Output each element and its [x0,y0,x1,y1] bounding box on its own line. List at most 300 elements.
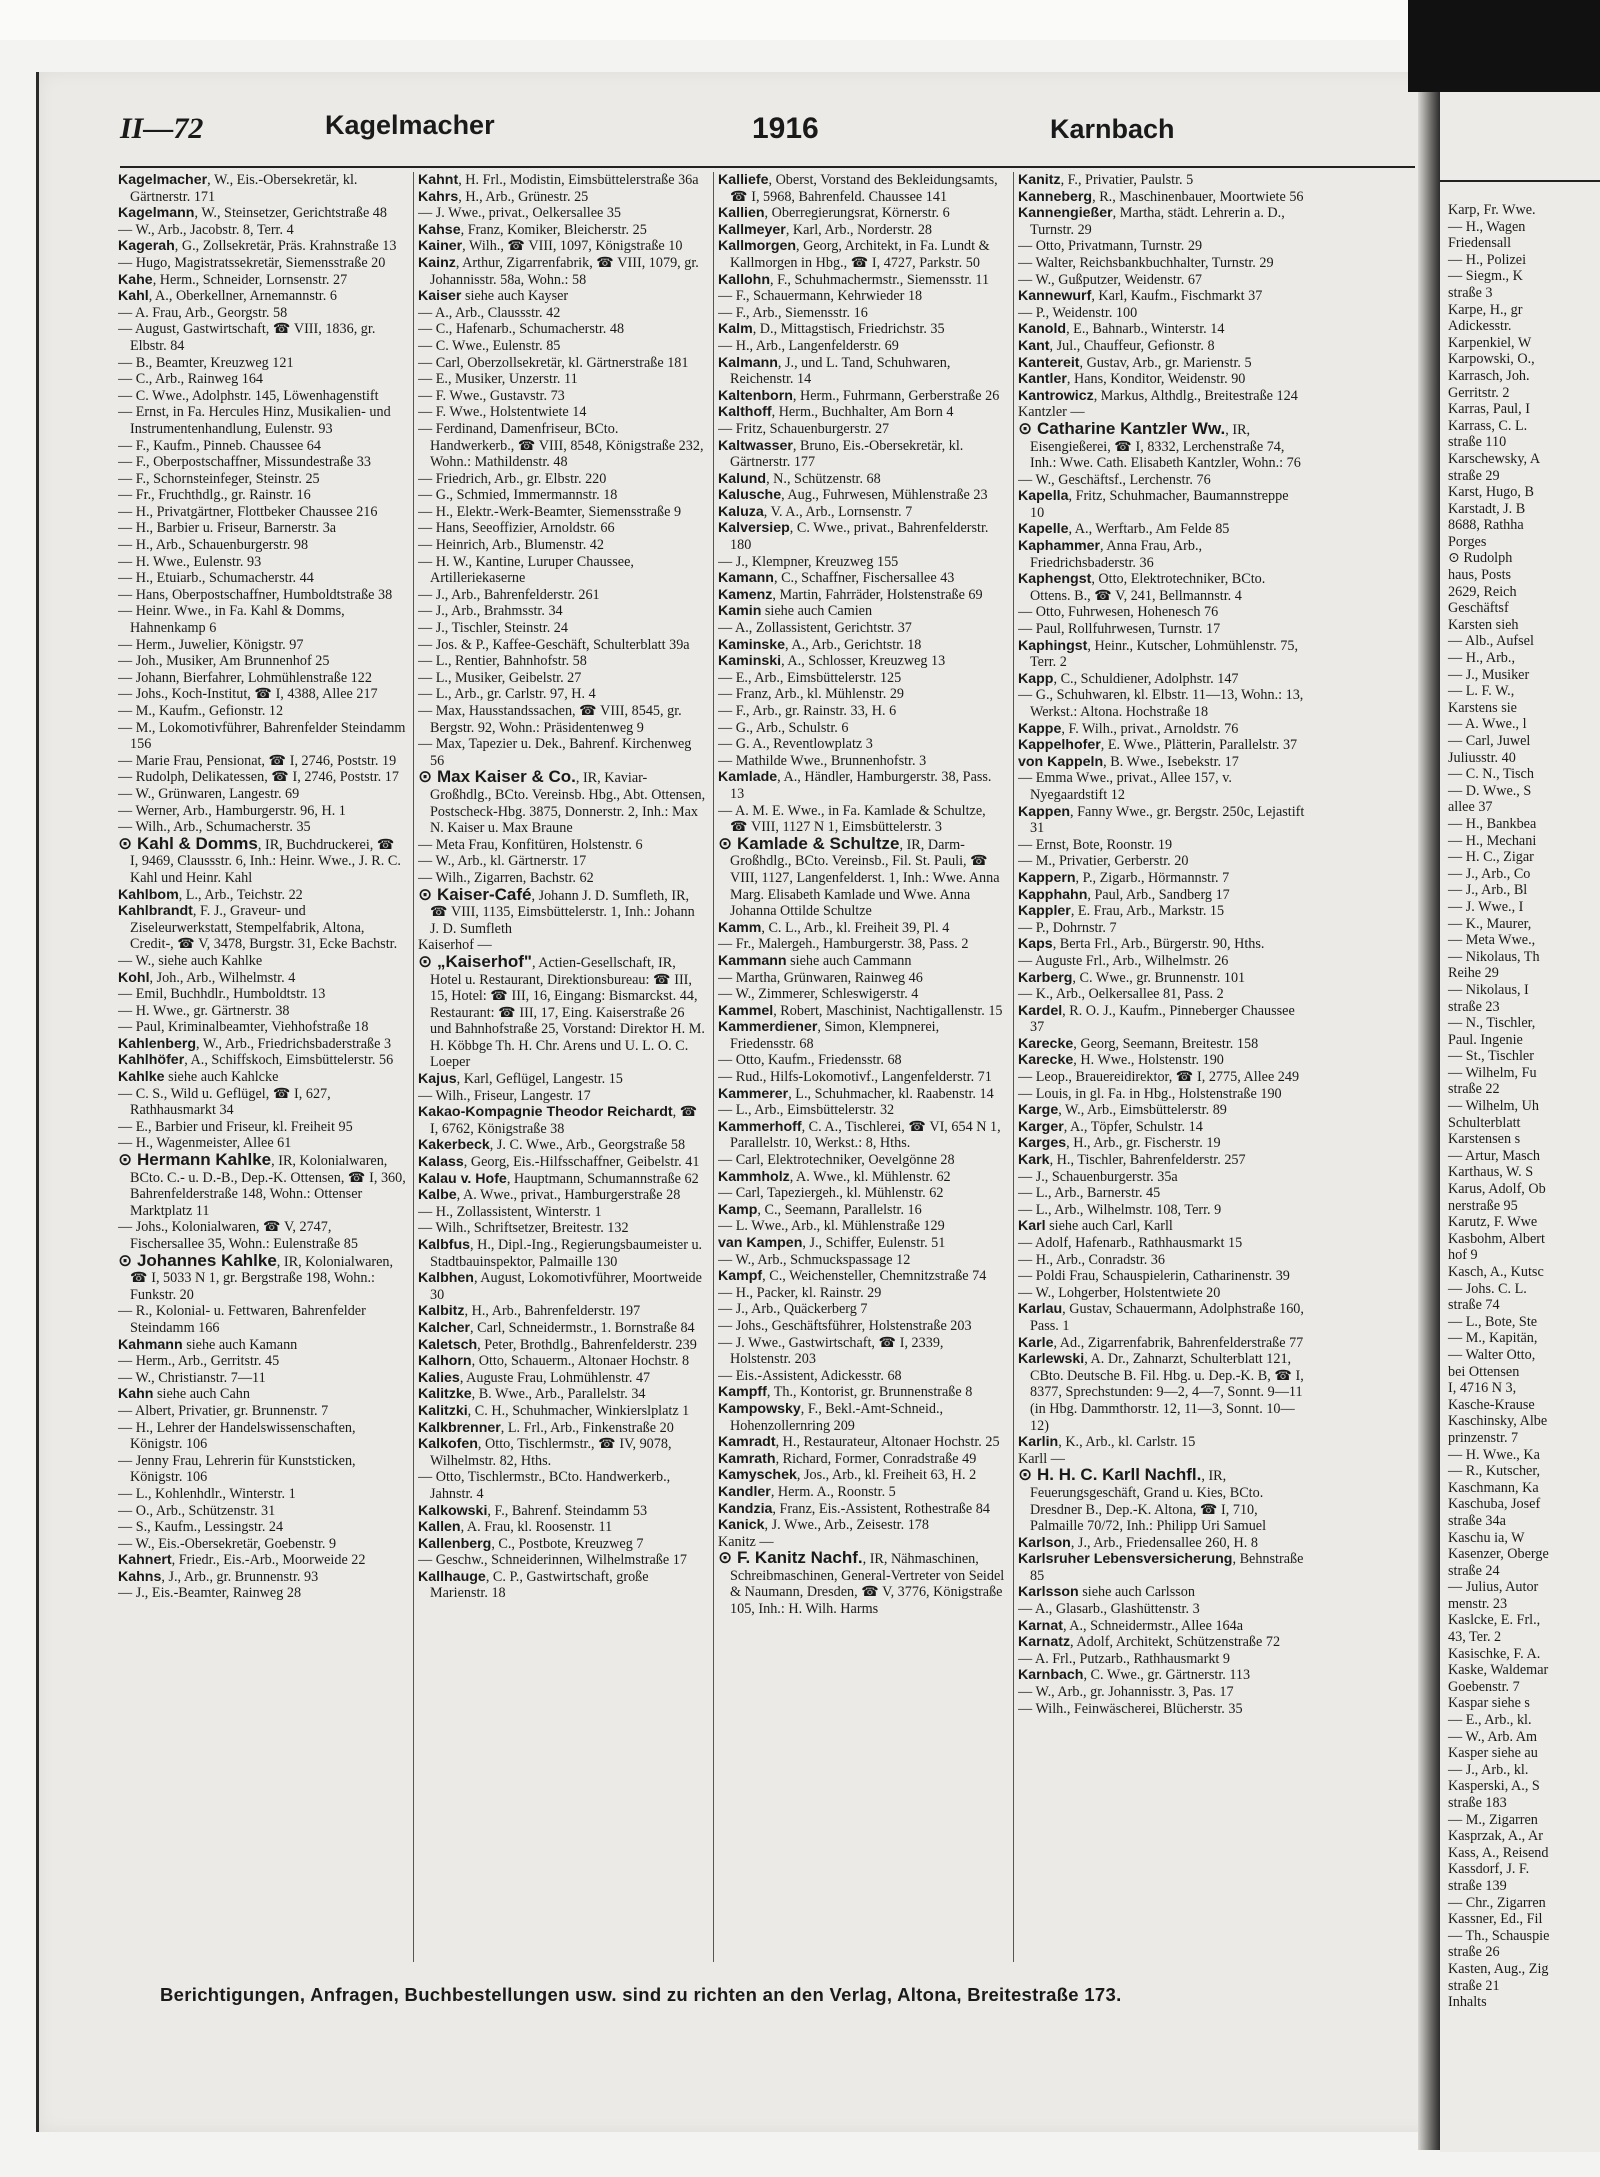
directory-entry: — J., Arb., Bahrenfelderstr. 261 [418,586,600,603]
facing-page-line: — J., Arb., Bl [1448,882,1528,899]
directory-entry: — F., Arb., gr. Rainstr. 33, H. 6 [718,703,897,719]
facing-page-line: straße 34a [1448,1512,1506,1529]
facing-page-line: straße 139 [1448,1877,1507,1894]
facing-page-line: straße 21 [1448,1977,1500,1994]
facing-page-line: — R., Kutscher, [1448,1463,1541,1480]
directory-entry: Kainer, Wilh., ☎ VIII, 1097, Königstraße 10 [418,238,683,255]
directory-entry: Kantler, Hans, Konditor, Weidenstr. 90 [1018,371,1246,388]
facing-page-line: Inhalts [1448,1994,1487,2011]
directory-entry: — Ernst, in Fa. Hercules Hinz, Musikalien- und Instrumentenhandlung, Eulenstr. 93 [118,404,391,437]
directory-entry: Karnatz, Adolf, Architekt, Schützenstraße 72 [1018,1634,1281,1651]
directory-entry: — H., Arb., Schauenburgerstr. 98 [118,537,309,554]
directory-entry: Kahnt, H. Frl., Modistin, Eimsbüttelerstraße 36a [418,172,699,188]
facing-page-line: Karrass, C. L. [1448,417,1528,434]
directory-entry: Kahnert, Friedr., Eis.-Arb., Moorweide 22 [118,1552,366,1569]
directory-entry: — J., Eis.-Beamter, Rainweg 28 [118,1585,302,1602]
facing-page-line: — H. C., Zigar [1448,849,1534,866]
facing-page-line: 2629, Reich [1448,583,1517,600]
facing-page-line: Karpowski, O., [1448,351,1535,368]
directory-entry: Kallenberg, C., Postbote, Kreuzweg 7 [418,1535,644,1552]
directory-entry: — W., Lohgerber, Holstentwiete 20 [1018,1284,1221,1301]
directory-entry: — W., Arb., Schmuckspassage 12 [718,1251,911,1268]
directory-entry: ⊙ F. Kanitz Nachf., IR, Nähmaschinen, Schreibmaschinen, General-Vertreter von Seidel & Naumann, Dresden, ☎ V, 3776, Königstraße 105, Inh.: H. Wilh. Harms [718,1548,1005,1618]
directory-entry: Kahn siehe auch Cahn [118,1386,250,1403]
directory-entry: — Hans, Oberpostschaffner, Humboldtstraße 38 [118,586,393,603]
directory-entry: — H., Zollassistent, Winterstr. 1 [418,1203,602,1220]
facing-page-line: — Johs. C. L. [1448,1280,1527,1297]
facing-page-line: — Meta Wwe., [1448,932,1536,949]
directory-entry: — Herm., Juwelier, Königstr. 97 [118,636,304,653]
directory-entry: — Johs., Kolonialwaren, ☎ V, 2747, Fischersallee 35, Wohn.: Eulenstraße 85 [118,1219,358,1252]
facing-page-line: — H., Polizei [1448,251,1527,268]
facing-page-line: — Alb., Aufsel [1448,633,1534,650]
directory-entry: Kardel, R. O. J., Kaufm., Pinneberger Chaussee 37 [1018,1002,1295,1036]
facing-page-line: ⊙ Rudolph [1448,550,1513,567]
directory-entry: — Joh., Musiker, Am Brunnenhof 25 [118,653,330,670]
facing-page-rule [1440,180,1600,182]
facing-page-line: Kasbohm, Albert [1448,1230,1545,1247]
facing-page-line: Karschewsky, A [1448,450,1541,467]
directory-entry: Kantrowicz, Markus, Althdlg., Breitestraße 124 [1018,387,1298,404]
facing-page-line: — D. Wwe., S [1448,782,1532,799]
directory-entry: — L., Arb., Barnerstr. 45 [1018,1185,1161,1202]
directory-entry: — Wilh., Feinwäscherei, Blücherstr. 35 [1018,1700,1243,1717]
directory-entry: — Jos. & P., Kaffee-Geschäft, Schulterblatt 39a [418,636,690,653]
facing-page-line: — Wilhelm, Fu [1448,1064,1537,1081]
directory-entry: Karl siehe auch Carl, Karll [1018,1218,1173,1235]
directory-entry: ⊙ Kamlade & Schultze, IR, Darm-Großhdlg., BCto. Vereinsb., Fil. St. Pauli, ☎ VIII, 1127, Langenfelderst. 1, Inh.: Wwe. Anna Marg. Elisabeth Kamlade und Wwe. Anna Johanna Ottilde Schultze [718,833,1000,920]
directory-entry: — J., Schauenburgerstr. 35a [1018,1168,1178,1185]
directory-entry: — C., Hafenarb., Schumacherstr. 48 [418,321,625,338]
page-header [120,104,1420,164]
facing-page-line: Paul. Ingenie [1448,1031,1523,1048]
directory-entry: Kalass, Georg, Eis.-Hilfsschaffner, Geibelstr. 41 [418,1154,700,1171]
directory-entry: Kapphahn, Paul, Arb., Sandberg 17 [1018,886,1230,903]
directory-entry: — J., Tischler, Steinstr. 24 [418,620,568,637]
directory-entry: Kainz, Arthur, Zigarrenfabrik, ☎ VIII, 1079, gr. Johannisstr. 58a, Wohn.: 58 [418,254,699,288]
directory-entry: Karges, H., Arb., gr. Fischerstr. 19 [1018,1135,1221,1152]
directory-entry: Kamyschek, Jos., Arb., kl. Freiheit 63, H. 2 [718,1467,977,1484]
facing-page-column [1448,202,1600,2011]
facing-page-line: — Nikolaus, Th [1448,948,1540,965]
directory-entry: Kanitz, F., Privatier, Paulstr. 5 [1018,172,1194,188]
directory-entry: Kalthoff, Herm., Buchhalter, Am Born 4 [718,404,954,421]
facing-page-line: — J., Musiker [1448,666,1530,683]
directory-entry: Kamp, C., Seemann, Parallelstr. 16 [718,1201,922,1218]
directory-entry: Kandzia, Franz, Eis.-Assistent, Rothestraße 84 [718,1500,990,1517]
directory-entry: — A. Frau, Arb., Georgstr. 58 [118,304,288,321]
directory-entry: — Walter, Reichsbankbuchhalter, Turnstr. 29 [1018,254,1274,271]
directory-entry: Kaminski, A., Schlosser, Kreuzweg 13 [718,653,946,670]
directory-entry: — Hans, Seeoffizier, Arnoldstr. 66 [418,520,615,537]
facing-page-line: straße 22 [1448,1081,1500,1098]
directory-entry: Kakao-Kompagnie Theodor Reichardt, ☎ I, 6762, Königstraße 38 [418,1104,698,1137]
directory-entry: Karlewski, A. Dr., Zahnarzt, Schulterblatt 121, CBto. Deutsche B. Fil. Hbg. u. Dep.-K. B, ☎ I, 8377, Sprechstunden: 9—2, 4—7, Sonnt. 9—11 (in Hbg. Dammthorstr. 12, 11—3, Sonnt. 10—12) [1018,1351,1304,1434]
facing-page-line: — Wilhelm, Uh [1448,1098,1539,1115]
facing-page-line: Kassdorf, J. F. [1448,1861,1530,1878]
directory-entry: Karll — [1018,1450,1065,1467]
page-number: II—72 [120,112,204,145]
directory-entry: — M., Privatier, Gerberstr. 20 [1018,853,1189,870]
directory-entry: — H., Privatgärtner, Flottbeker Chaussee 216 [118,503,378,520]
directory-column-2 [418,172,706,1962]
facing-page-line: — Th., Schauspie [1448,1927,1550,1944]
directory-entry: — L., Rentier, Bahnhofstr. 58 [418,653,587,670]
header-left-keyword: Kagelmacher [325,110,495,140]
directory-entry: Kalcher, Carl, Schneidermstr., 1. Bornstraße 84 [418,1319,695,1336]
directory-entry: Kalkbrenner, L. Frl., Arb., Finkenstraße 20 [418,1419,674,1436]
facing-page-line: straße 23 [1448,998,1500,1015]
directory-entry: Kalitzki, C. H., Schuhmacher, Winkierslplatz 1 [418,1402,690,1419]
column-divider [413,172,414,1962]
directory-entry: — Auguste Frl., Arb., Wilhelmstr. 26 [1018,952,1229,969]
directory-entry: Kampf, C., Weichensteller, Chemnitzstraße 74 [718,1268,987,1285]
directory-entry: — H., Elektr.-Werk-Beamter, Siemensstraße 9 [418,503,682,520]
facing-page-line: Kaschmann, Ka [1448,1479,1539,1496]
directory-entry: — W., Zimmerer, Schleswigerstr. 4 [718,986,919,1003]
directory-entry: — G., Schmied, Immermannstr. 18 [418,487,618,504]
facing-page-line: — Chr., Zigarren [1448,1894,1546,1911]
directory-entry: Kaphingst, Heinr., Kutscher, Lohmühlenstr. 75, Terr. 2 [1018,637,1298,671]
facing-page-line: — H., Bankbea [1448,815,1537,832]
directory-entry: Kalkowski, F., Bahrenf. Steindamm 53 [418,1502,648,1519]
directory-entry: Kanitz — [718,1533,774,1550]
directory-entry: — Paul, Kriminalbeamter, Viehhofstraße 18 [118,1019,369,1036]
facing-page-line: Kasperski, A., S [1448,1778,1540,1795]
facing-page-line: bei Ottensen [1448,1363,1520,1380]
directory-entry: Kanneberg, R., Maschinenbauer, Moortwiete 56 [1018,188,1304,205]
directory-entry: Karecke, Georg, Seemann, Breitestr. 158 [1018,1035,1259,1052]
directory-entry: Kalau v. Hofe, Hauptmann, Schumannstraße 62 [418,1170,699,1187]
directory-entry: — Eis.-Assistent, Adickesstr. 68 [718,1367,902,1384]
directory-entry: Kalbitz, H., Arb., Bahrenfelderstr. 197 [418,1303,641,1320]
facing-page-line: Karstens sie [1448,699,1517,716]
directory-entry: von Kappeln, B. Wwe., Isebekstr. 17 [1018,753,1239,770]
facing-page-line: Goebenstr. 7 [1448,1678,1520,1695]
directory-entry: Kamin siehe auch Camien [718,603,873,620]
directory-entry: Kammerdiener, Simon, Klempnerei, Friedensstr. 68 [718,1019,940,1052]
directory-entry: — W., Geschäftsf., Lerchenstr. 76 [1018,471,1211,488]
directory-entry: — Wilh., Zigarren, Bachstr. 62 [418,869,594,886]
directory-entry: — H., Arb., Langenfelderstr. 69 [718,337,899,354]
directory-entry: Kappen, Fanny Wwe., gr. Bergstr. 250c, Lejastift 31 [1018,803,1305,837]
facing-page-line: Kass, A., Reisend [1448,1844,1549,1861]
directory-entry: — Johann, Bierfahrer, Lohmühlenstraße 122 [118,669,372,686]
directory-entry: — Fr., Malergeh., Hamburgerstr. 38, Pass. 2 [718,936,969,953]
directory-entry: Karge, W., Arb., Eimsbüttelerstr. 89 [1018,1102,1227,1119]
directory-entry: Kappern, P., Zigarb., Hörmannstr. 7 [1018,869,1230,886]
directory-entry: — Martha, Grünwaren, Rainweg 46 [718,969,923,986]
directory-entry: — Friedrich, Arb., gr. Elbstr. 220 [418,470,607,487]
directory-entry: — Herm., Arb., Gerritstr. 45 [118,1353,280,1370]
directory-entry: — L., Musiker, Geibelstr. 27 [418,669,582,686]
directory-entry: Kalbfus, H., Dipl.-Ing., Regierungsbaumeister u. Stadtbauinspektor, Palmaille 130 [418,1237,703,1270]
directory-entry: Kagerah, G., Zollsekretär, Präs. Krahnstraße 13 [118,238,397,255]
directory-entry: Kaiser siehe auch Kayser [418,288,569,305]
directory-entry: — Jenny Frau, Lehrerin für Kunststicken, Königstr. 106 [118,1452,356,1486]
facing-page-line: Karsten sieh [1448,616,1519,633]
facing-page-line: Karpe, H., gr [1448,301,1523,318]
directory-entry: Kapella, Fritz, Schuhmacher, Baumannstreppe 10 [1018,488,1289,521]
directory-entry: — M., Kaufm., Gefionstr. 12 [118,703,284,719]
facing-page-line: — C. N., Tisch [1448,766,1534,783]
directory-entry: Karberg, C. Wwe., gr. Brunnenstr. 101 [1018,969,1246,986]
directory-entry: Kampff, Th., Kontorist, gr. Brunnenstraße 8 [718,1384,973,1401]
facing-page-line: Friedensall [1448,235,1512,252]
facing-page-line: Geschäftsf [1448,600,1509,617]
directory-entry: Kapelle, A., Werftarb., Am Felde 85 [1018,521,1230,538]
directory-entry: Kalusche, Aug., Fuhrwesen, Mühlenstraße 23 [718,487,988,504]
facing-page-line: — K., Maurer, [1448,915,1532,932]
directory-entry: — L. Wwe., Arb., kl. Mühlenstraße 129 [718,1218,945,1235]
facing-page-line: Kasper siehe au [1448,1745,1538,1762]
directory-entry: — W., Arb., Jacobstr. 8, Terr. 4 [118,221,294,238]
directory-entry: Kagelmacher, W., Eis.-Obersekretär, kl. Gärtnerstr. 171 [118,172,358,205]
directory-entry: Kamm, C. L., Arb., kl. Freiheit 39, Pl. 4 [718,919,950,936]
directory-entry: — C. S., Wild u. Geflügel, ☎ I, 627, Rathhausmarkt 34 [118,1085,331,1119]
directory-entry: — Meta Frau, Konfitüren, Holstenstr. 6 [418,836,643,853]
directory-entry: — M., Lokomotivführer, Bahrenfelder Steindamm 156 [118,719,406,753]
facing-page-line: Kasprzak, A., Ar [1448,1828,1543,1845]
facing-page-line: — Siegm., K [1448,268,1523,285]
directory-entry: — Mathilde Wwe., Brunnenhofstr. 3 [718,752,927,769]
directory-entry: ⊙ Kaiser-Café, Johann J. D. Sumfleth, IR, ☎ VIII, 1135, Eimsbüttelerstr. 1, Inh.: Johann J. D. Sumfleth [418,884,695,937]
facing-page-line: 8688, Rathha [1448,517,1524,534]
facing-page-line: — Artur, Masch [1448,1147,1541,1164]
directory-entry: Kanick, J. Wwe., Arb., Zeisestr. 178 [718,1517,929,1534]
facing-page-line: Karutz, F. Wwe [1448,1214,1538,1231]
directory-entry: — J. Wwe., Gastwirtschaft, ☎ I, 2339, Holstenstr. 203 [718,1334,944,1368]
directory-entry: — A. Frl., Putzarb., Rathhausmarkt 9 [1018,1650,1231,1667]
directory-entry: Karecke, H. Wwe., Holstenstr. 190 [1018,1052,1224,1069]
directory-entry: Kamenz, Martin, Fahrräder, Holstenstraße 69 [718,586,983,603]
facing-page-line: — H. Wwe., Ka [1448,1446,1540,1463]
directory-entry: — C. Wwe., Adolphstr. 145, Löwenhagenstift [118,387,379,404]
directory-entry: Kalkofen, Otto, Tischlermstr., ☎ IV, 9078, Wilhelmstr. 82, Hths. [418,1436,672,1469]
directory-entry: — H., Arb., Conradstr. 36 [1018,1251,1165,1268]
directory-entry: Kamradt, H., Restaurateur, Altonaer Hochstr. 25 [718,1434,1000,1451]
directory-entry: ⊙ Johannes Kahlke, IR, Kolonialwaren, ☎ I, 5033 N 1, gr. Bergstraße 198, Wohn.: Funkstr. 20 [118,1250,394,1303]
directory-entry: Kahlenberg, W., Arb., Friedrichsbaderstraße 3 [118,1035,392,1052]
directory-entry: Kanold, E., Bahnarb., Winterstr. 14 [1018,321,1225,338]
directory-entry: — Carl, Elektrotechniker, Oevelgönne 28 [718,1152,955,1169]
directory-entry: — F., Oberpostschaffner, Missundestraße 33 [118,454,371,471]
facing-page-line: — H., Wagen [1448,218,1526,235]
directory-entry: Kant, Jul., Chauffeur, Gefionstr. 8 [1018,337,1215,354]
facing-page-line: straße 74 [1448,1297,1500,1314]
directory-entry: — C. Wwe., Eulenstr. 85 [418,337,561,354]
directory-entry: — H. Wwe., gr. Gärtnerstr. 38 [118,1002,290,1019]
facing-page-line: Kaspar siehe s [1448,1695,1530,1712]
directory-entry: — Carl, Tapeziergeh., kl. Mühlenstr. 62 [718,1185,944,1202]
facing-page-line: hof 9 [1448,1247,1478,1264]
facing-page-line: — Walter Otto, [1448,1346,1536,1363]
directory-entry: Kallmorgen, Georg, Architekt, in Fa. Lundt & Kallmorgen in Hbg., ☎ I, 4727, Parkstr. 50 [718,238,990,271]
directory-entry: ⊙ Catharine Kantzler Ww., IR, Eisengießerei, ☎ I, 8332, Lerchenstraße 74, Inh.: Wwe. Cath. Elisabeth Kantzler, Wohn.: 76 [1018,418,1301,472]
directory-entry: Kahse, Franz, Komiker, Bleicherstr. 25 [418,221,647,238]
header-right-keyword: Karnbach [1050,114,1175,144]
directory-entry: Kaletsch, Peter, Brothdlg., Bahrenfelderstr. 239 [418,1336,697,1353]
directory-entry: — F., Schauermann, Kehrwieder 18 [718,288,923,305]
directory-entry: Kalund, N., Schützenstr. 68 [718,470,881,487]
directory-entry: — W., Arb., kl. Gärtnerstr. 17 [418,853,587,870]
directory-entry: — L., Kohlenhdlr., Winterstr. 1 [118,1485,296,1502]
directory-entry: — Otto, Kaufm., Friedensstr. 68 [718,1052,902,1069]
directory-entry: Karnat, A., Schneidermstr., Allee 164a [1018,1617,1244,1634]
directory-entry: Kappe, F. Wilh., privat., Arnoldstr. 76 [1018,720,1239,737]
facing-page-line: prinzenstr. 7 [1448,1429,1519,1446]
directory-entry: Kaiserhof — [418,937,492,954]
directory-entry: — Albert, Privatier, gr. Brunnenstr. 7 [118,1402,329,1419]
facing-page-line: — J. Wwe., I [1448,898,1524,915]
facing-page-line: straße 3 [1448,284,1493,301]
directory-entry: Kamrath, Richard, Former, Conradstraße 49 [718,1450,977,1467]
facing-page-line: — Nikolaus, I [1448,981,1529,998]
directory-entry: Karle, Ad., Zigarrenfabrik, Bahrenfelderstraße 77 [1018,1334,1304,1351]
facing-page-line: allee 37 [1448,799,1493,816]
directory-entry: Kaltwasser, Bruno, Eis.-Obersekretär, kl. Gärtnerstr. 177 [718,437,964,471]
directory-entry: Kahmann siehe auch Kamann [118,1336,298,1353]
directory-entry: — Adolf, Hafenarb., Rathhausmarkt 15 [1018,1235,1243,1251]
scan-margin [0,0,1600,40]
directory-entry: Kalhorn, Otto, Schauerm., Altonaer Hochstr. 8 [418,1353,690,1370]
facing-page-line: menstr. 23 [1448,1595,1508,1612]
directory-entry: Kaphengst, Otto, Elektrotechniker, BCto. Ottens. B., ☎ V, 241, Bellmannstr. 4 [1018,571,1266,604]
publisher-notice: Berichtigungen, Anfragen, Buchbestellungen usw. sind zu richten an den Verlag, Altona, Breitestraße 173. [160,1984,1122,2005]
directory-entry: — W., Eis.-Obersekretär, Goebenstr. 9 [118,1535,337,1552]
directory-entry: Kallen, A. Frau, kl. Roosenstr. 11 [418,1519,613,1536]
facing-page-line: — Carl, Juwel [1448,733,1531,749]
directory-entry: Kannengießer, Martha, städt. Lehrerin a. D., Turnstr. 29 [1018,205,1285,238]
directory-column-1 [118,172,406,1962]
directory-entry: Kalmann, J., und L. Tand, Schuhwaren, Reichenstr. 14 [718,354,951,388]
directory-entry: Kahe, Herm., Schneider, Lornsenstr. 27 [118,271,348,288]
directory-entry: — K., Arb., Oelkersallee 81, Pass. 2 [1018,986,1224,1003]
directory-entry: Kammann siehe auch Cammann [718,952,912,969]
directory-entry: — Wilh., Schriftsetzer, Breitestr. 132 [418,1220,629,1237]
directory-entry: Karlson, J., Arb., Friedensallee 260, H. 8 [1018,1534,1258,1551]
directory-entry: — Ernst, Bote, Roonstr. 19 [1018,836,1173,853]
facing-page-line: Kaske, Waldemar [1448,1662,1549,1679]
directory-entry: — August, Gastwirtschaft, ☎ VIII, 1836, gr. Elbstr. 84 [118,321,376,354]
directory-entry: Kampowsky, F., Bekl.-Amt-Schneid., Hohenzollernring 209 [718,1400,944,1434]
directory-entry: — J. Wwe., privat., Oelkersallee 35 [418,205,622,222]
directory-entry: — A., Glasarb., Glashüttenstr. 3 [1018,1601,1200,1618]
directory-entry: Kahns, J., Arb., gr. Brunnenstr. 93 [118,1568,319,1585]
directory-entry: — B., Beamter, Kreuzweg 121 [118,354,294,371]
facing-page-line: — H., Mechani [1448,832,1537,849]
directory-entry: — Rudolph, Delikatessen, ☎ I, 2746, Poststr. 17 [118,769,399,786]
directory-entry: — Hugo, Magistratssekretär, Siemensstraße 20 [118,254,386,271]
directory-entry: — Wilh., Arb., Schumacherstr. 35 [118,819,311,836]
directory-entry: — Carl, Oberzollsekretär, kl. Gärtnerstraße 181 [418,354,689,371]
directory-entry: — Geschw., Schneiderinnen, Wilhelmstraße 17 [418,1552,687,1569]
directory-entry: Kohl, Joh., Arb., Wilhelmstr. 4 [118,969,296,986]
directory-entry: Kammel, Robert, Maschinist, Nachtigallenstr. 15 [718,1002,1003,1019]
facing-page-line: Kasenzer, Oberge [1448,1546,1549,1563]
directory-entry: van Kampen, J., Schiffer, Eulenstr. 51 [718,1235,946,1251]
directory-entry: Kahlhöfer, A., Schiffskoch, Eimsbüttelerstr. 56 [118,1052,394,1069]
facing-page-line: Kasischke, F. A. [1448,1645,1541,1662]
facing-page-line: Kaslcke, E. Frl., [1448,1612,1541,1629]
facing-page-line: Kaschu ia, W [1448,1529,1525,1546]
facing-page-line: — L. F. W., [1448,683,1515,700]
facing-page-line: Karras, Paul, I [1448,401,1530,418]
directory-entry: — G., Arb., Schulstr. 6 [718,719,849,736]
facing-page-line: Adickesstr. [1448,318,1512,335]
directory-entry: Kallien, Oberregierungsrat, Körnerstr. 6 [718,205,950,222]
directory-entry: — R., Kolonial- u. Fettwaren, Bahrenfelder Steindamm 166 [118,1303,366,1336]
directory-entry: — H., Wagenmeister, Allee 61 [118,1135,292,1152]
directory-entry: — F., Schornsteinfeger, Steinstr. 25 [118,470,320,487]
directory-entry: — P., Weidenstr. 100 [1018,304,1138,321]
directory-entry: — E., Barbier und Friseur, kl. Freiheit 95 [118,1118,353,1135]
directory-entry: — P., Dohrnstr. 7 [1018,919,1117,936]
directory-entry: — Max, Tapezier u. Dek., Bahrenf. Kirchenweg 56 [418,736,692,769]
directory-entry: Kagelmann, W., Steinsetzer, Gerichtstraße 48 [118,205,387,222]
directory-entry: Kalies, Auguste Frau, Lohmühlenstr. 47 [418,1369,651,1386]
directory-entry: Kammholz, A. Wwe., kl. Mühlenstr. 62 [718,1168,951,1185]
directory-entry: — Fritz, Schauenburgerstr. 27 [718,420,890,437]
directory-entry: — L., Arb., Eimsbüttelerstr. 32 [718,1102,895,1119]
directory-entry: Kalm, D., Mittagstisch, Friedrichstr. 35 [718,321,945,338]
facing-page-line: straße 183 [1448,1795,1507,1811]
directory-entry: Kandler, Herm. A., Roonstr. 5 [718,1483,896,1500]
facing-page-line: I, 4716 N 3, [1448,1380,1517,1397]
facing-page-line: — J., Arb., Co [1448,865,1531,882]
directory-entry: Kaminske, A., Arb., Gerichtstr. 18 [718,636,922,653]
directory-entry: — W., Arb., gr. Johannisstr. 3, Pas. 17 [1018,1684,1234,1701]
header-year: 1916 [752,112,819,145]
book-gutter [1418,60,1440,2150]
facing-page-line: Porges [1448,533,1487,550]
directory-entry: Kannewurf, Karl, Kaufm., Fischmarkt 37 [1018,288,1263,305]
directory-entry: — F., Arb., Siemensstr. 16 [718,304,868,321]
facing-page-line: — H., Arb., [1448,650,1515,667]
directory-entry: ⊙ Max Kaiser & Co., IR, Kaviar-Großhdlg., BCto. Vereinsb. Hbg., Abt. Ottensen, Postscheck-Hbg. 3875, Donnerstr. 2, Inh.: Max N. Kaiser u. Max Braune [418,767,706,837]
directory-entry: — J., Klempner, Kreuzweg 155 [718,553,899,570]
directory-entry: — W., siehe auch Kahlke [118,952,263,969]
directory-entry: Kallhauge, C. P., Gastwirtschaft, große Marienstr. 18 [418,1568,649,1602]
directory-entry: — H., Packer, kl. Rainstr. 29 [718,1284,882,1301]
column-divider [713,172,714,1962]
facing-page-line: Kasch, A., Kutsc [1448,1264,1544,1280]
facing-page-line: straße 26 [1448,1944,1500,1961]
facing-page-line: Kasche-Krause [1448,1396,1535,1413]
directory-entry: Kakerbeck, J. C. Wwe., Arb., Georgstraße 58 [418,1137,686,1154]
directory-entry: — Heinr. Wwe., in Fa. Kahl & Domms, Hahnenkamp 6 [118,603,345,637]
directory-entry: Kapp, C., Schuldiener, Adolphstr. 147 [1018,670,1239,687]
directory-entry: Kajus, Karl, Geflügel, Langestr. 15 [418,1071,623,1088]
directory-entry: ⊙ Kahl & Domms, IR, Buchdruckerei, ☎ I, 9469, Claussstr. 6, Inh.: Heinr. Wwe., J. R. C. Kahl und Heinr. Kahl [118,833,401,886]
directory-entry: ⊙ Hermann Kahlke, IR, Kolonialwaren, BCto. C.- u. D.-B., Dep.-K. Ottensen, ☎ I, 360, Bahrenfelderstraße 148, Wohn.: Ottenser Marktplatz 11 [118,1150,406,1219]
facing-page-line: Kassner, Ed., Fil [1448,1911,1543,1928]
directory-entry: — Paul, Rollfuhrwesen, Turnstr. 17 [1018,621,1221,638]
facing-page-line: nerstraße 95 [1448,1197,1518,1214]
directory-entry: — G., Schuhwaren, kl. Elbstr. 11—13, Wohn.: 13, Werkst.: Altona. Hochstraße 18 [1018,687,1304,720]
directory-entry: — Emil, Buchhdlr., Humboldtstr. 13 [118,986,326,1003]
facing-page-line: Karstadt, J. B [1448,500,1526,517]
facing-page-line: Juliusstr. 40 [1448,749,1516,766]
directory-entry: — W., Grünwaren, Langestr. 69 [118,785,300,802]
directory-entry: Kalitzke, B. Wwe., Arb., Parallelstr. 34 [418,1386,646,1403]
directory-entry: — Johs., Koch-Institut, ☎ I, 4388, Allee 217 [118,686,378,703]
facing-page-line: Kasten, Aug., Zig [1448,1960,1549,1977]
facing-page-line: Kaschinsky, Albe [1448,1413,1548,1430]
directory-entry: — H., Lehrer der Handelswissenschaften, Königstr. 106 [118,1419,356,1453]
directory-entry: Kahlbrandt, F. J., Graveur- und Ziseleurwerkstatt, Stempelfabrik, Altona, Credit-, ☎ V, 3478, Burgstr. 31, Ecke Bachstr. [118,903,398,953]
directory-entry: — O., Arb., Schützenstr. 31 [118,1502,276,1519]
